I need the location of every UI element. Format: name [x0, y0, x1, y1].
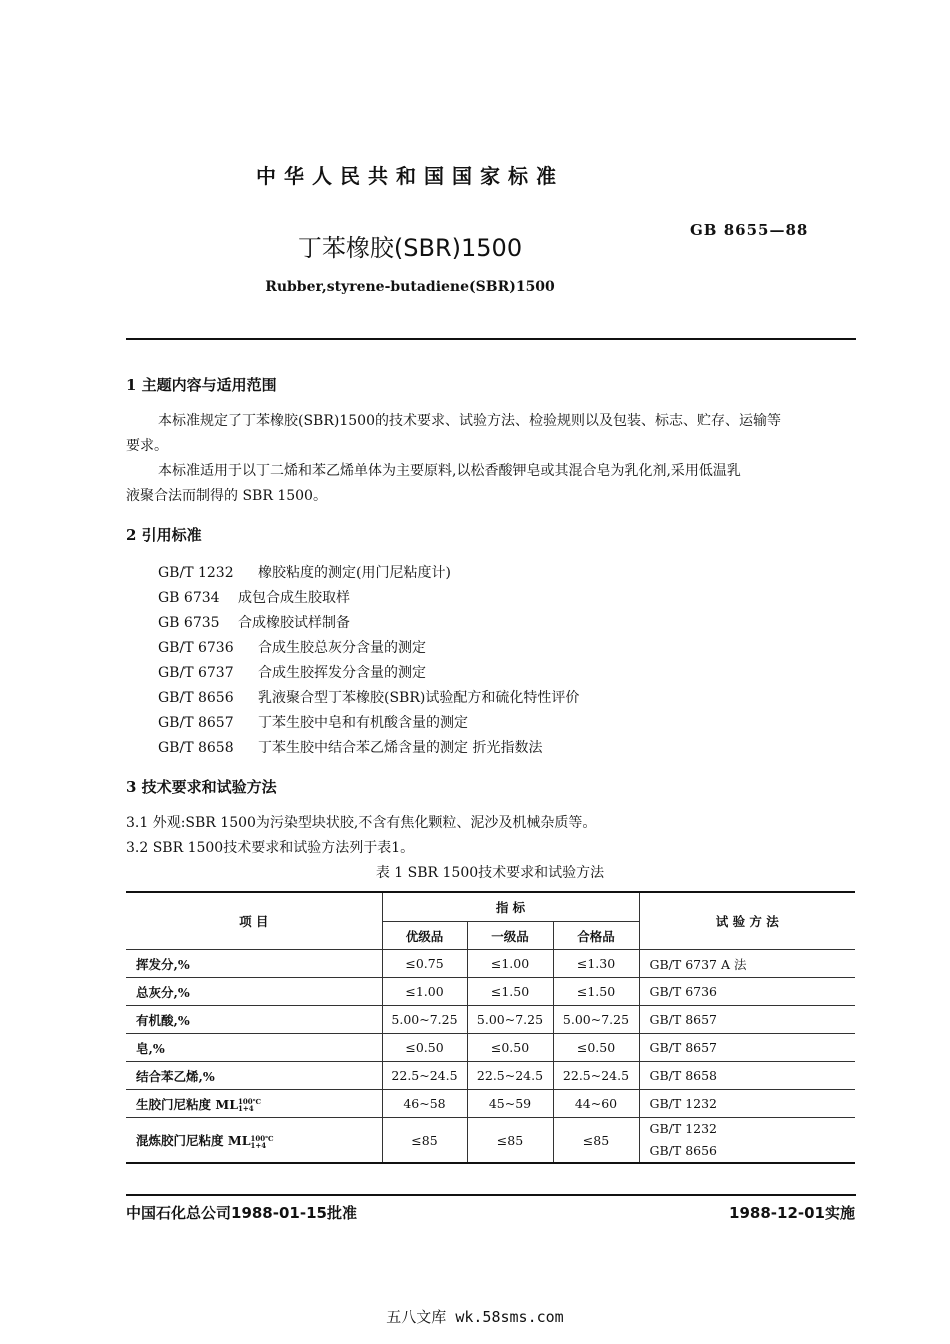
row-value: 5.00~7.25 — [467, 1006, 553, 1034]
row-value: 22.5~24.5 — [553, 1062, 639, 1090]
row-value: ≤85 — [553, 1118, 639, 1164]
approval-date: 中国石化总公司1988-01-15批准 — [126, 1204, 357, 1222]
reference-item — [158, 712, 468, 732]
section-2-heading: 2 引用标准 — [126, 526, 202, 544]
section-3-heading: 3 技术要求和试验方法 — [126, 778, 277, 796]
spec-table — [126, 891, 855, 1164]
reference-code: GB/T 8658 — [158, 740, 234, 756]
table-row — [126, 1090, 855, 1118]
reference-item — [158, 612, 350, 632]
reference-item — [158, 737, 542, 757]
reference-title: 合成生胶总灰分含量的测定 — [258, 640, 426, 656]
section-3-2: 3.2 SBR 1500技术要求和试验方法列于表1。 — [126, 840, 415, 856]
row-value: ≤0.50 — [467, 1034, 553, 1062]
row-value: 5.00~7.25 — [382, 1006, 467, 1034]
time-subscript: 1+4 — [237, 1104, 254, 1113]
reference-item — [158, 662, 426, 682]
section-1-paragraph-2b: 液聚合法而制得的 SBR 1500。 — [126, 488, 327, 504]
row-method: GB/T 8657 — [639, 1034, 855, 1062]
col-header-item: 项 目 — [126, 892, 382, 950]
row-value: ≤85 — [467, 1118, 553, 1164]
table-row — [126, 1034, 855, 1062]
grade-qualified: 合格品 — [553, 922, 639, 950]
reference-code: GB/T 8657 — [158, 715, 234, 731]
reference-item — [158, 562, 451, 582]
row-value: 22.5~24.5 — [382, 1062, 467, 1090]
temp-superscript: 100℃ — [250, 1133, 274, 1143]
reference-item — [158, 637, 426, 657]
table-row — [126, 1006, 855, 1034]
table-row — [126, 1118, 855, 1164]
method-line: GB/T 1232 — [649, 1121, 718, 1136]
method-line: GB/T 8656 — [649, 1143, 718, 1158]
row-item — [126, 1090, 382, 1118]
row-method: GB/T 6736 — [639, 978, 855, 1006]
row-value: 5.00~7.25 — [553, 1006, 639, 1034]
row-method: GB/T 8657 — [639, 1006, 855, 1034]
grade-first: 一级品 — [467, 922, 553, 950]
row-value: ≤1.50 — [553, 978, 639, 1006]
footer-rule — [126, 1194, 856, 1196]
row-method — [639, 1118, 855, 1164]
col-header-method: 试 验 方 法 — [639, 892, 855, 950]
row-value: ≤0.75 — [382, 950, 467, 978]
row-method: GB/T 1232 — [639, 1090, 855, 1118]
reference-code: GB/T 1232 — [158, 565, 234, 581]
row-item — [126, 1118, 382, 1164]
section-1-paragraph-1b: 要求。 — [126, 438, 168, 454]
row-item: 总灰分,% — [126, 978, 382, 1006]
reference-title: 橡胶粘度的测定(用门尼粘度计) — [258, 565, 451, 581]
table-row — [126, 950, 855, 978]
document-title-cn: 丁苯橡胶(SBR)1500 — [297, 234, 523, 262]
reference-title: 成包合成生胶取样 — [238, 590, 350, 606]
reference-title: 合成橡胶试样制备 — [238, 615, 350, 631]
header-rule — [126, 338, 856, 340]
watermark: 五八文库 wk.58sms.com — [386, 1308, 564, 1326]
reference-code: GB/T 6736 — [158, 640, 234, 656]
row-value: ≤1.00 — [467, 950, 553, 978]
section-1-paragraph-2a: 本标准适用于以丁二烯和苯乙烯单体为主要原料,以松香酸钾皂或其混合皂为乳化剂,采用低温乳 — [158, 463, 741, 479]
row-value: ≤1.50 — [467, 978, 553, 1006]
row-value: 44~60 — [553, 1090, 639, 1118]
section-3-1: 3.1 外观:SBR 1500为污染型块状胶,不含有焦化颗粒、泥沙及机械杂质等。 — [126, 815, 597, 831]
row-value: 22.5~24.5 — [467, 1062, 553, 1090]
national-standard-heading: 中华人民共和国国家标准 — [256, 164, 564, 188]
row-value: ≤1.30 — [553, 950, 639, 978]
row-method: GB/T 6737 A 法 — [639, 950, 855, 978]
row-item-label: 生胶门尼粘度 ML — [136, 1096, 238, 1112]
reference-item — [158, 587, 350, 607]
section-1-heading: 1 主题内容与适用范围 — [126, 376, 277, 394]
standard-number: GB 8655—88 — [690, 221, 809, 239]
reference-code: GB/T 8656 — [158, 690, 234, 706]
reference-title: 丁苯生胶中皂和有机酸含量的测定 — [258, 715, 468, 731]
row-value: ≤0.50 — [553, 1034, 639, 1062]
row-item: 结合苯乙烯,% — [126, 1062, 382, 1090]
grade-superior: 优级品 — [382, 922, 467, 950]
reference-title: 乳液聚合型丁苯橡胶(SBR)试验配方和硫化特性评价 — [258, 690, 580, 706]
row-method: GB/T 8658 — [639, 1062, 855, 1090]
reference-code: GB 6734 — [158, 590, 220, 606]
row-value: ≤0.50 — [382, 1034, 467, 1062]
table-row — [126, 978, 855, 1006]
reference-code: GB/T 6737 — [158, 665, 234, 681]
row-item: 有机酸,% — [126, 1006, 382, 1034]
document-title-en: Rubber,styrene-butadiene(SBR)1500 — [265, 279, 555, 295]
temp-superscript: 100℃ — [237, 1097, 261, 1106]
row-value: ≤85 — [382, 1118, 467, 1164]
row-item: 皂,% — [126, 1034, 382, 1062]
row-value: 46~58 — [382, 1090, 467, 1118]
row-item: 挥发分,% — [126, 950, 382, 978]
table-row — [126, 1062, 855, 1090]
reference-code: GB 6735 — [158, 615, 220, 631]
time-subscript: 1+4 — [250, 1140, 267, 1150]
table-caption: 表 1 SBR 1500技术要求和试验方法 — [375, 865, 605, 881]
reference-item — [158, 687, 579, 707]
effective-date: 1988-12-01实施 — [729, 1204, 855, 1222]
section-1-paragraph-1a: 本标准规定了丁苯橡胶(SBR)1500的技术要求、试验方法、检验规则以及包装、标志、贮存、运输等 — [158, 413, 781, 429]
reference-title: 丁苯生胶中结合苯乙烯含量的测定 折光指数法 — [258, 740, 543, 756]
row-value: ≤1.00 — [382, 978, 467, 1006]
reference-title: 合成生胶挥发分含量的测定 — [258, 665, 426, 681]
row-item-label: 混炼胶门尼粘度 ML — [136, 1133, 251, 1148]
col-header-index: 指 标 — [382, 892, 639, 922]
row-value: 45~59 — [467, 1090, 553, 1118]
